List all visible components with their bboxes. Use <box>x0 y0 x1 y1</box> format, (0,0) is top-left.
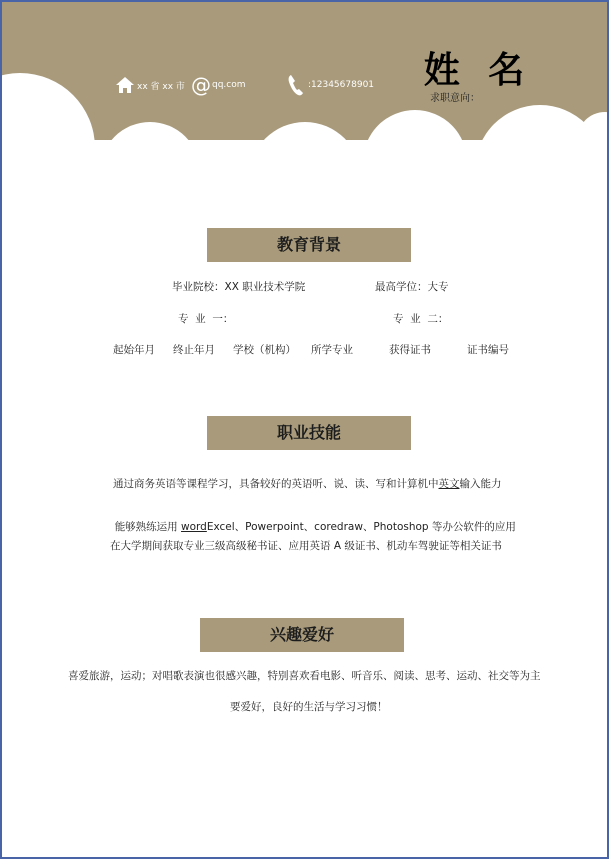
phone-item <box>288 74 374 96</box>
skills-line-1 <box>113 476 502 491</box>
column-certificate: 获得证书 <box>389 344 431 356</box>
job-intent-label: 求职意向： <box>430 93 480 104</box>
email-text: qq.com <box>212 80 246 90</box>
skills-line-1-underlined: 英文 <box>438 478 460 490</box>
section-title-hobbies: 兴趣爱好 <box>200 618 404 652</box>
at-sign-icon: @ <box>191 73 211 97</box>
address-text: xx 省 xx 市 <box>137 81 185 92</box>
column-major: 所学专业 <box>311 344 353 356</box>
applicant-name: 姓 名 <box>423 50 533 91</box>
column-start-date: 起始年月 <box>113 344 155 356</box>
skills-line-2-end: Excel、Powerpoint、coredraw、Photoshop 等办公软件的应用 <box>206 521 516 533</box>
address-item <box>115 76 185 94</box>
section-title-skills: 职业技能 <box>207 416 411 450</box>
section-title-education: 教育背景 <box>207 228 411 262</box>
skills-line-2-underlined: word <box>181 521 207 533</box>
column-end-date: 终止年月 <box>173 344 215 356</box>
skills-line-1-start: 通过商务英语等课程学习，具备较好的英语听、说、读、写和计算机中 <box>113 478 439 490</box>
skills-line-2-start: 能够熟练运用 <box>114 521 182 533</box>
major-one-text: 专 业 一： <box>178 313 234 325</box>
email-item <box>191 75 246 95</box>
column-certificate-number: 证书编号 <box>467 344 509 356</box>
hobbies-line-2: 要爱好，良好的生活与学习习惯！ <box>230 701 388 713</box>
skills-line-1-end: 输入能力 <box>459 478 502 490</box>
skills-line-2 <box>108 507 516 534</box>
hobbies-line-1: 喜爱旅游，运动；对唱歌表演也很感兴趣，特别喜欢看电影、听音乐、阅读、思考、运动、社交等为主 <box>68 670 541 682</box>
major-two-text: 专 业 二： <box>393 313 449 325</box>
phone-icon <box>288 74 304 96</box>
phone-text: :12345678901 <box>308 80 375 90</box>
home-icon <box>115 76 135 94</box>
school-text: 毕业院校：XX 职业技术学院 <box>172 281 306 293</box>
degree-text: 最高学位：大专 <box>375 281 449 293</box>
column-school: 学校（机构） <box>233 344 296 356</box>
skills-line-3: 在大学期间获取专业三级高级秘书证、应用英语 A 级证书、机动车驾驶证等相关证书 <box>110 540 502 552</box>
